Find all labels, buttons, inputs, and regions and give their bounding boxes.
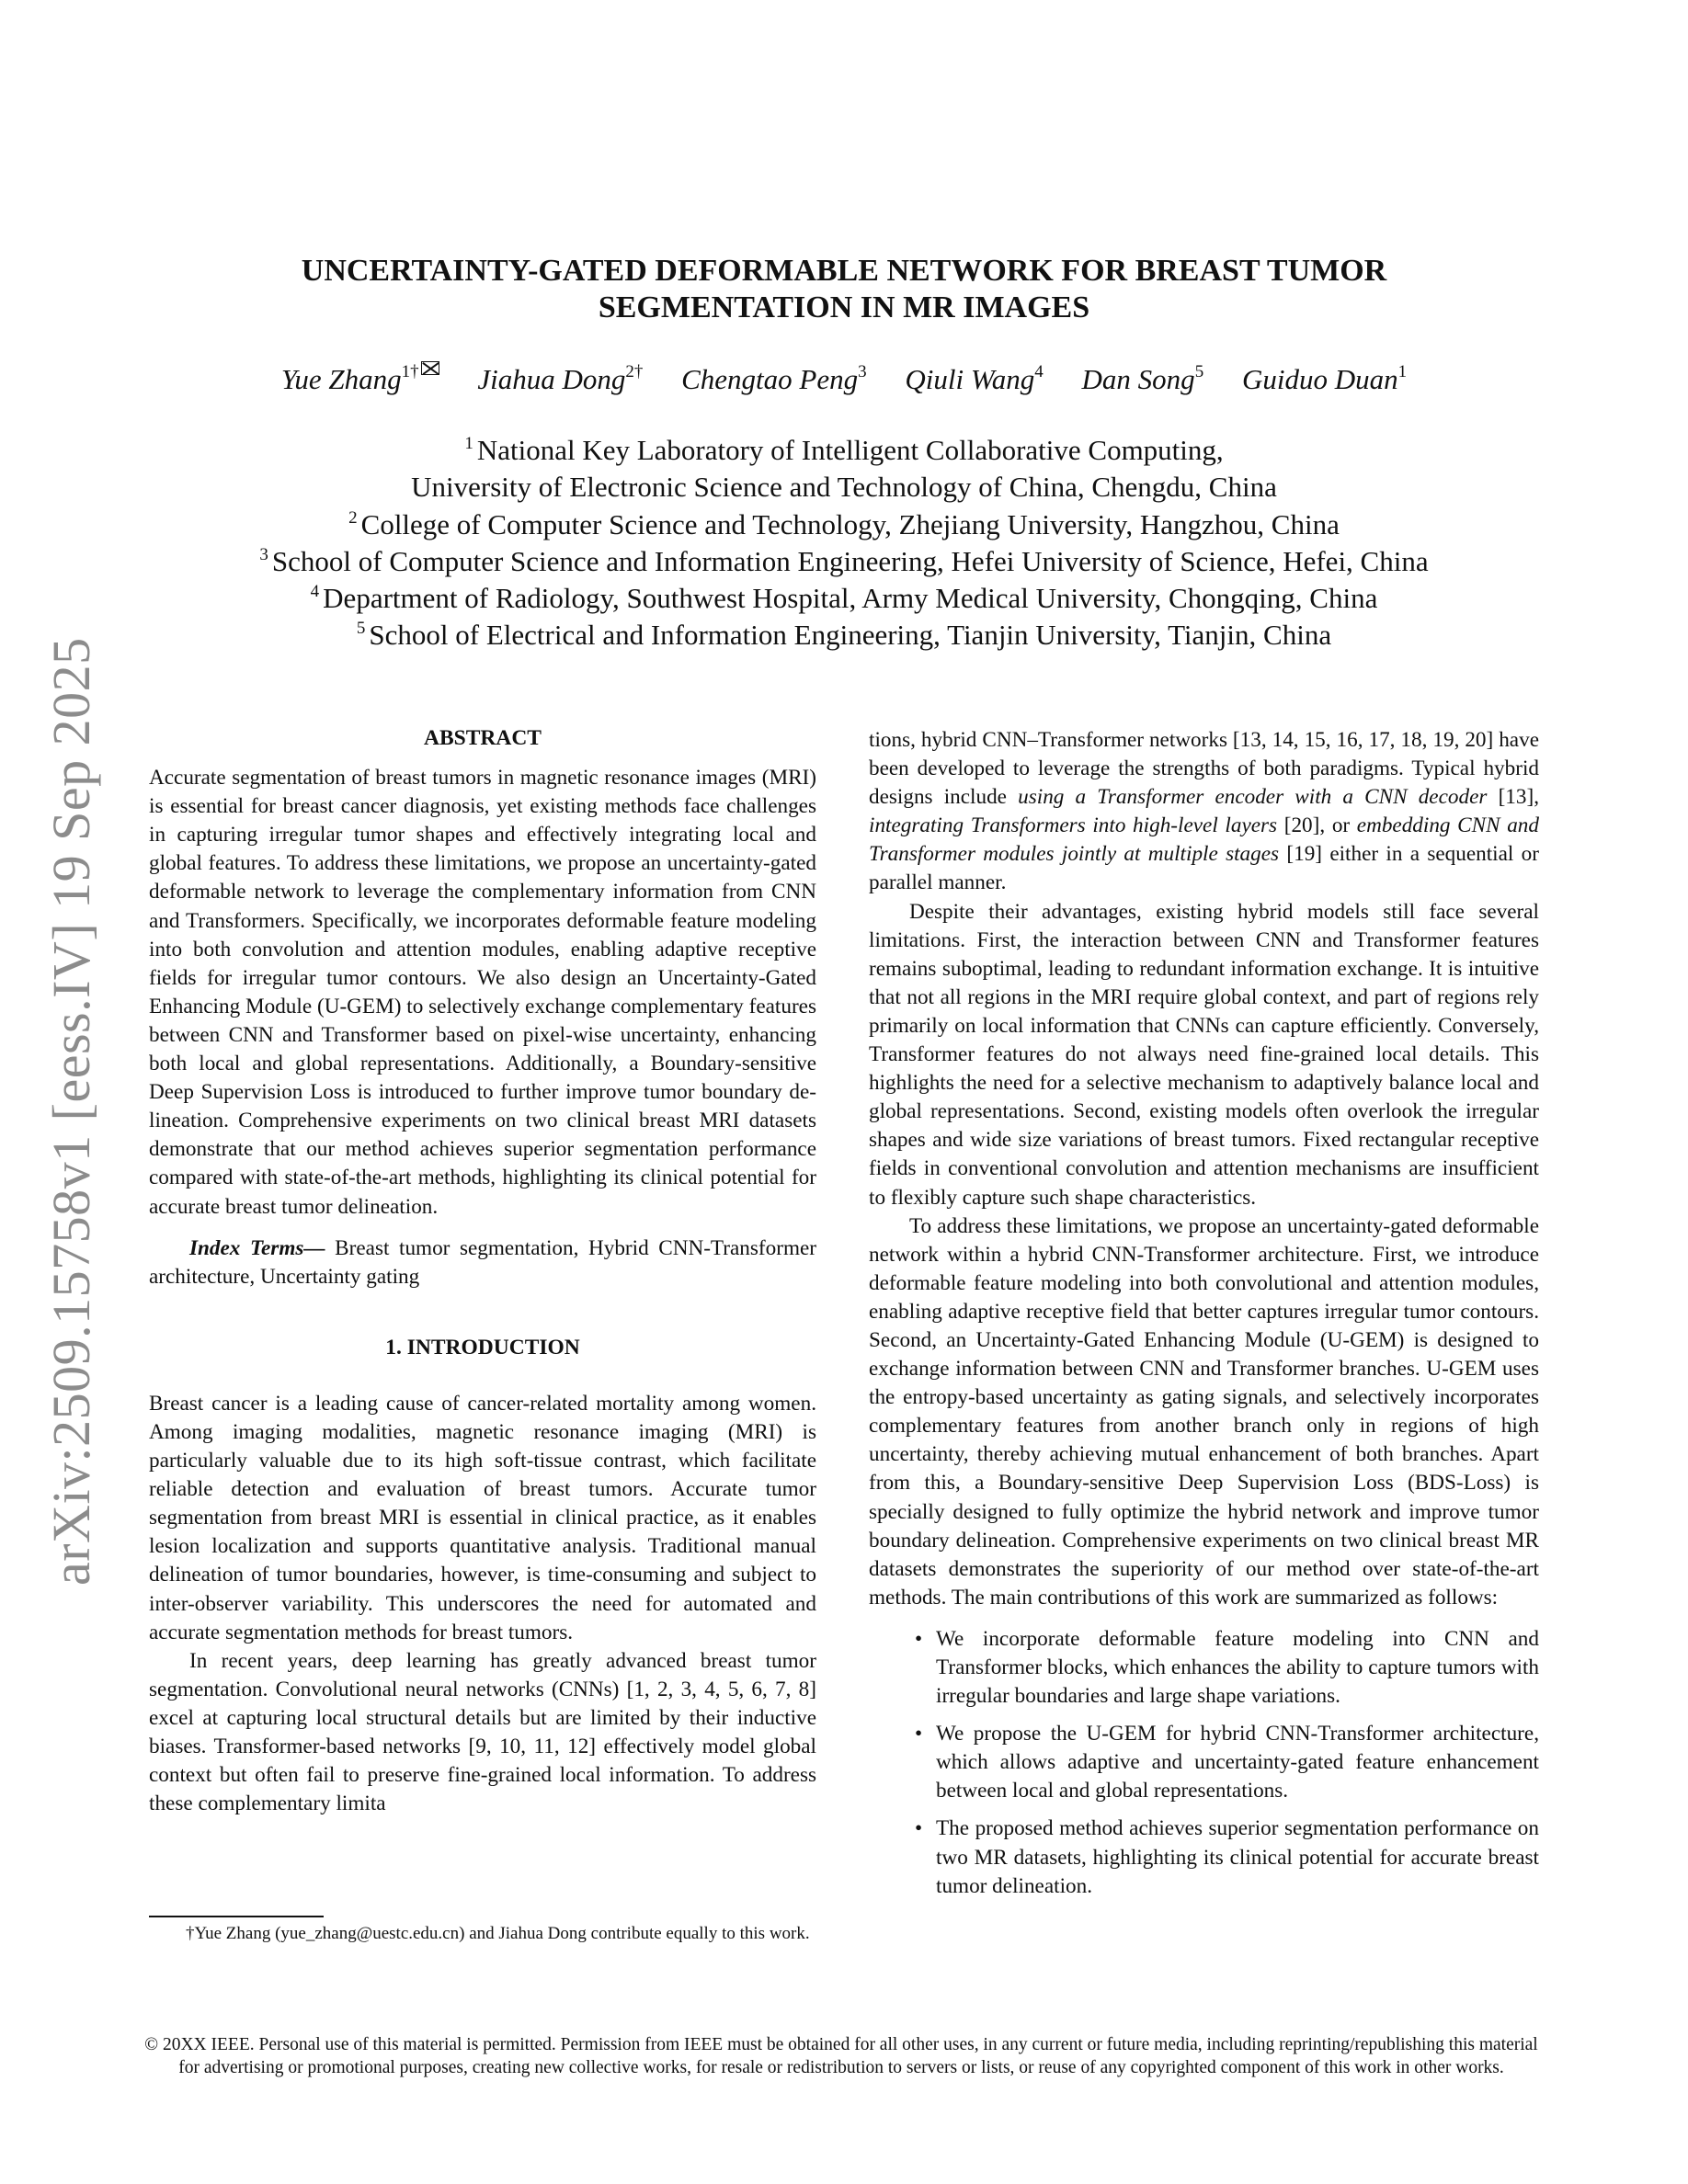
author	[477, 363, 643, 395]
footnote: †Yue Zhang (yue_zhang@uestc.edu.cn) and Jiahua Dong contribute equally to this work.	[186, 1924, 810, 1943]
author	[281, 363, 439, 395]
affiliation-text: College of Computer Science and Technology, Zhejiang University, Hangzhou, China	[360, 507, 1340, 540]
author-name: Jiahua Dong	[477, 363, 626, 395]
emphasis-run: integrating Transformers into high-level layers	[869, 813, 1278, 838]
contribution-item: • We incorporate deformable feature modeling into CNN and Transformer blocks, which enhances the ability to capture tumors with irregular boundaries and large shape variations.	[936, 1625, 1539, 1711]
affiliation-mark: 4	[310, 582, 320, 602]
emphasis-run: embedding CNN and Transformer modules jointly at multiple stages	[869, 813, 1539, 867]
author-affiliation-mark: 1†	[401, 362, 419, 381]
affiliation	[0, 469, 1688, 506]
paper-title	[0, 253, 1688, 326]
author-name: Guiduo Duan	[1241, 363, 1398, 395]
abstract-heading: ABSTRACT	[424, 726, 542, 750]
affiliation	[0, 543, 1688, 580]
title-line-1: UNCERTAINTY-GATED DEFORMABLE NETWORK FOR BREAST TUMOR	[301, 254, 1387, 288]
copyright-notice: © 20XX IEEE. Personal use of this material is permitted. Permission from IEEE must be obtained for all other uses, in any current or future media, including reprinting/republishing this material for advertising or promotional purposes, creating new collective works, for resale or redistribution to servers or lists, or reuse of any copyrighted component of this work in other works.	[144, 2035, 1538, 2077]
index-terms-text: Breast tumor segmentation, Hybrid CNN-Transformer architecture, Uncertainty gating	[149, 1235, 817, 1289]
affiliation-list	[0, 432, 1688, 654]
footnote-divider	[149, 1916, 324, 1917]
author-affiliation-mark: 2†	[625, 362, 644, 381]
index-terms-label: Index Terms—	[189, 1235, 325, 1260]
intro-paragraph-1: Breast cancer is a leading cause of cancer-related mortality among women. Among imaging modalities, magnetic resonance imaging (MRI) is particularly valuable due to its high soft-tissue contrast, which facilitate reliable detection and evaluation of breast tumors. Accurate tumor segmentation from breast MRI is essential in clinical practice, as it enables lesion localization and supports quantitative analysis. Traditional manual delineation of tumor boundaries, however, is time-consuming and subject to inter-observer variability. This underscores the need for automated and accurate segmentation methods for breast tumors.	[149, 1391, 816, 1644]
author-affiliation-mark: 5	[1194, 362, 1204, 381]
author-name: Dan Song	[1081, 363, 1195, 395]
arxiv-identifier-stamp: arXiv:2509.15758v1 [eess.IV] 19 Sep 2025	[41, 637, 101, 1586]
envelope-icon	[421, 361, 439, 375]
contributions-list	[869, 1625, 1539, 1901]
text-run: tions, hybrid CNN–Transformer networks [13, 14, 15, 16, 17, 18, 19, 20] have been developed to leverage the strengths of both paradigms. Typical hybrid designs include	[869, 728, 1539, 810]
affiliation	[0, 617, 1688, 654]
author	[1082, 363, 1204, 395]
affiliation-text: School of Electrical and Information Engineering, Tianjin University, Tianjin, China	[369, 619, 1332, 652]
author-affiliation-mark: 1	[1397, 362, 1408, 381]
index-terms	[149, 1234, 816, 1291]
affiliation-text: University of Electronic Science and Technology of China, Chengdu, China	[411, 471, 1277, 504]
affiliation	[0, 432, 1688, 469]
author	[681, 363, 867, 395]
author	[1242, 363, 1407, 395]
left-column	[149, 724, 816, 1818]
title-line-2: SEGMENTATION IN MR IMAGES	[598, 290, 1090, 324]
emphasis-run: using a Transformer encoder with a CNN decoder	[1018, 785, 1488, 810]
text-run: [20], or	[1277, 813, 1357, 838]
author	[905, 363, 1043, 395]
text-run: [13],	[1487, 785, 1539, 810]
affiliation-text: Department of Radiology, Southwest Hospital, Army Medical University, Chongqing, China	[323, 582, 1378, 615]
affiliation-mark: 2	[348, 507, 358, 528]
contribution-item: • We propose the U-GEM for hybrid CNN-Transformer architecture, which allows adaptive and uncertainty-gated feature enhancement between local and global representations.	[936, 1720, 1539, 1805]
abstract-text: Accurate segmentation of breast tumors in magnetic resonance images (MRI) is essential for breast cancer diagnosis, yet existing methods face challenges in capturing irregular tumor shapes and effectively integrating local and global features. To address these limitations, we propose an uncertainty-gated deformable network to leverage the complementary information from CNN and Transformers. Specifically, we incorporates deformable feature modeling into both convolution and attention modules, enabling adaptive receptive fields for irregular tumor contours. We also design an Uncertainty-Gated Enhancing Module (U-GEM) to selectively exchange complementary features between CNN and Transformer based on pixel-wise uncertainty, enhancing both local and global representations. Additionally, a Boundary-sensitive Deep Supervision Loss is introduced to further improve tumor boundary delineation. Comprehensive experiments on two clinical breast MRI datasets demonstrate that our method achieves superior segmentation performance compared with state-of-the-art methods, highlighting its clinical potential for accurate breast tumor delineation.	[149, 766, 816, 1219]
affiliation-mark: 3	[259, 544, 268, 564]
author-name: Qiuli Wang	[905, 363, 1035, 395]
right-column	[869, 726, 1539, 1910]
author-affiliation-mark: 3	[858, 362, 867, 381]
intro-paragraph-2: In recent years, deep learning has greatly advanced breast tumor segmentation. Convolutional neural networks (CNNs) [1, 2, 3, 4, 5, 6, 7, 8] excel at capturing local structural details but are limited by their inductive biases. Transformer-based networks [9, 10, 11, 12] effectively model global context but often fail to preserve fine-grained local information. To address these complementary limita	[149, 1648, 816, 1816]
affiliation-text: National Key Laboratory of Intelligent Collaborative Computing,	[476, 434, 1224, 466]
author-affiliation-mark: 4	[1034, 362, 1044, 381]
affiliation-text: School of Computer Science and Information Engineering, Hefei University of Science, Hefei, China	[271, 544, 1429, 577]
affiliation-mark: 1	[464, 434, 473, 453]
contribution-item: • The proposed method achieves superior segmentation performance on two MR datasets, highlighting its clinical potential for accurate breast tumor delineation.	[936, 1814, 1539, 1900]
author-name: Chengtao Peng	[681, 363, 859, 395]
text-run: [19] either in a sequential or parallel manner.	[869, 842, 1539, 895]
author-list	[0, 361, 1688, 398]
intro-paragraph-4: To address these limitations, we propose an uncertainty-gated deformable network within a hybrid CNN-Transformer architecture. First, we introduce deformable feature modeling into both convolutional and attention modules, enabling adaptive receptive field that better captures irregular tumor contours. Second, an Uncertainty-Gated Enhancing Module (U-GEM) is designed to exchange information between CNN and Transformer branches. U-GEM uses the entropy-based uncertainty as gating signals, and selectively incorporates complementary features from another branch only in regions of high uncertainty, thereby achieving mutual enhancement of both branches. Apart from this, a Boundary-sensitive Deep Supervision Loss (BDS-Loss) is specially designed to fully optimize the hybrid network and improve tumor boundary delineation. Comprehensive experiments on two clinical breast MR datasets demonstrates the superiority of our method over state-of-the-art methods. The main contributions of this work are summarized as follows:	[869, 1213, 1539, 1610]
introduction-heading: 1. INTRODUCTION	[385, 1335, 580, 1359]
intro-paragraph-3: Despite their advantages, existing hybrid models still face several limitations. First, the interaction between CNN and Transformer features remains suboptimal, leading to redundant information exchange. It is intuitive that not all regions in the MRI require global context, and part of regions rely primarily on local information that CNNs can capture efficiently. Conversely, Transformer features do not always need fine-grained local details. This highlights the need for a selective mechanism to adaptively balance local and global representations. Second, existing models often overlook the irregular shapes and wide size variations of breast tumors. Fixed rectangular receptive fields in conventional convolution and attention mechanisms are insufficient to flexibly capture such shape characteristics.	[869, 899, 1539, 1210]
author-name: Yue Zhang	[280, 363, 402, 395]
affiliation	[0, 580, 1688, 617]
affiliation	[0, 506, 1688, 543]
intro-paragraph-2-continued	[869, 726, 1539, 898]
affiliation-mark: 5	[356, 619, 366, 639]
